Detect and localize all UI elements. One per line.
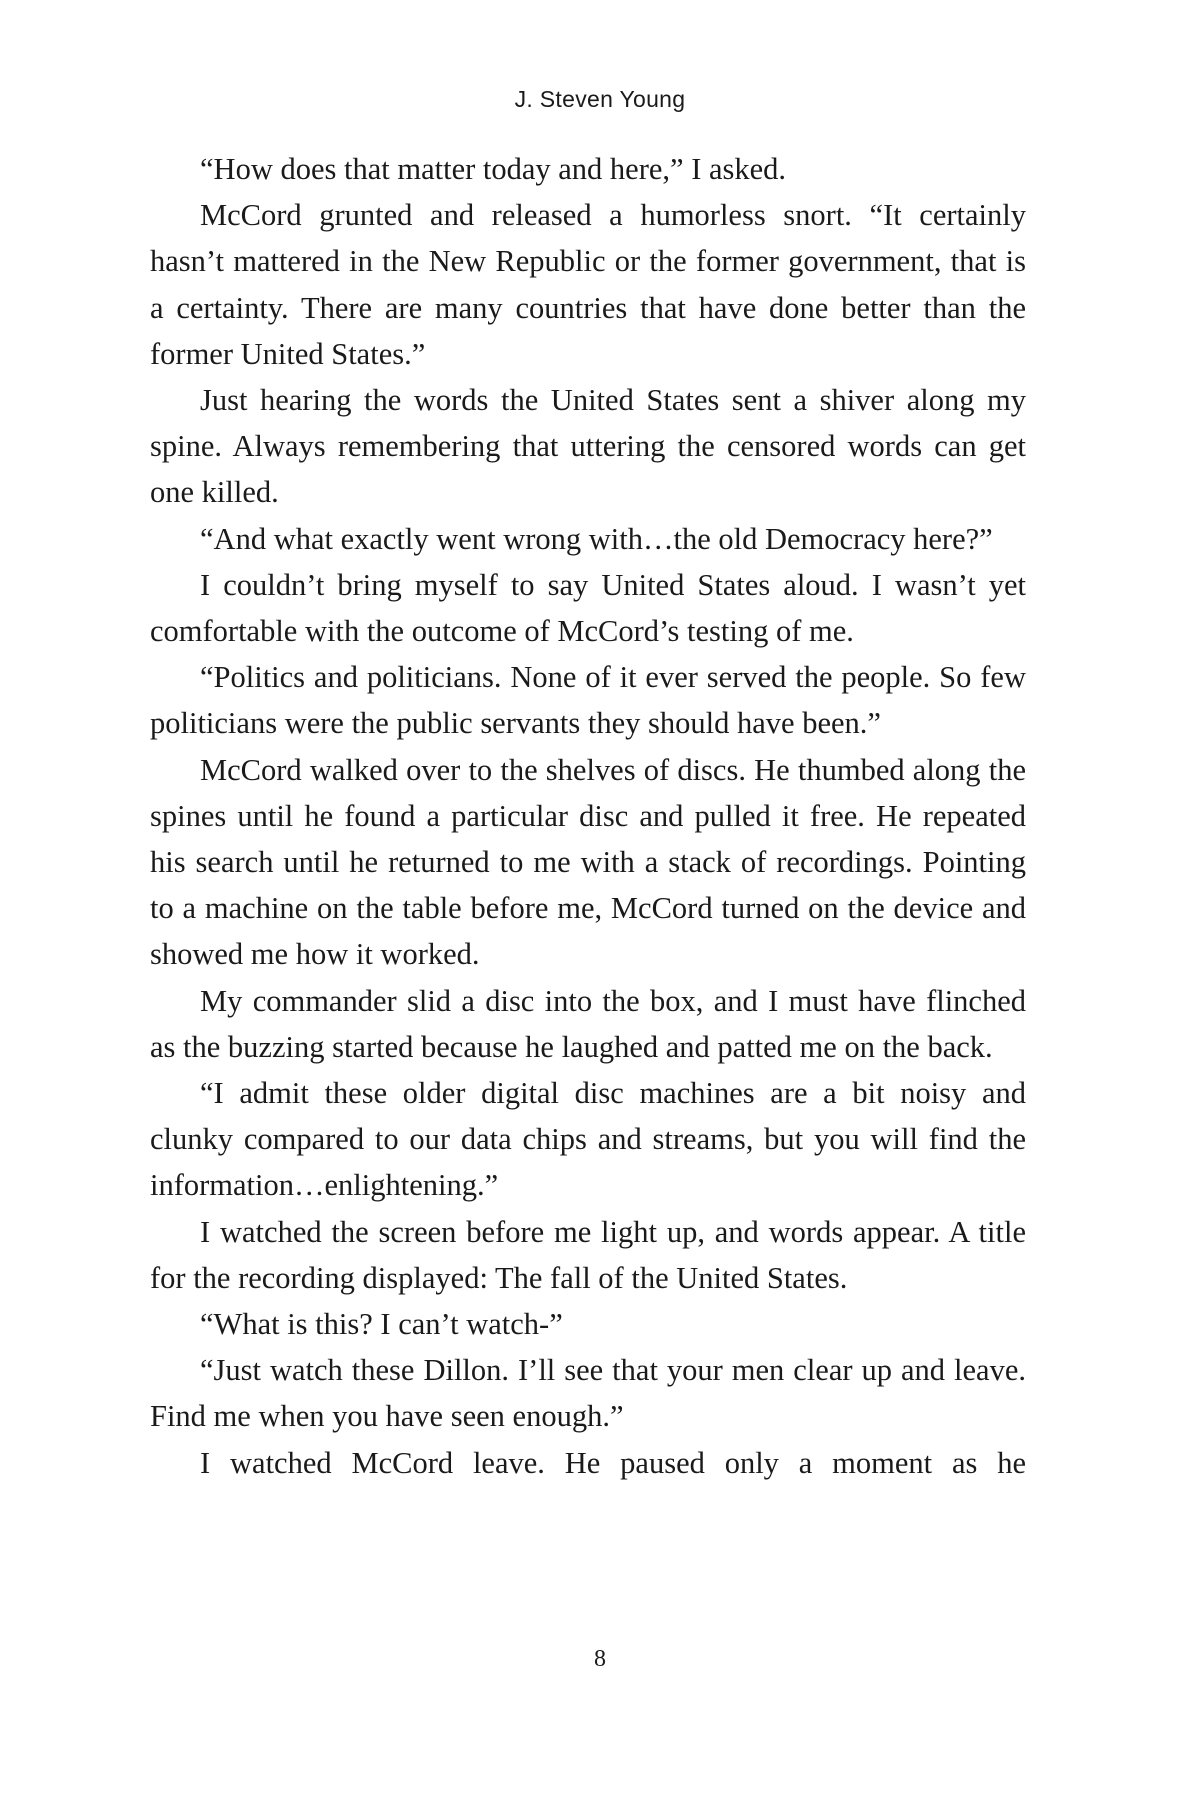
paragraph: “How does that matter today and here,” I asked. (200, 152, 787, 186)
paragraph: McCord walked over to the shelves of discs. He thumbed along the spines until he found a particular disc and pulled it free. He repeated his search until he returned to me with a stack of recordings. Pointing to a machine on the table before me, McCord turned on the device and showed me how it worked. (150, 752, 1026, 972)
paragraph: McCord grunted and released a humorless snort. “It certainly hasn’t mattered in the New Republic or the former government, that is a certainty. There are many countries that have done better than the former United States.” (150, 198, 1026, 371)
paragraph: “Politics and politicians. None of it ever served the people. So few politicians were the public servants they should have been.” (150, 660, 1026, 741)
page-number: 8 (594, 1646, 606, 1672)
body-text (150, 146, 1026, 1486)
paragraph: Just hearing the words the United States sent a shiver along my spine. Always remembering that uttering the censored words can get one killed. (150, 383, 1026, 510)
paragraph: I couldn’t bring myself to say United States aloud. I wasn’t yet comfortable with the outcome of McCord’s testing of me. (150, 567, 1026, 649)
paragraph: “And what exactly went wrong with…the old Democracy here?” (200, 521, 993, 556)
paragraph: “I admit these older digital disc machines are a bit noisy and clunky compared to our data chips and streams, but you will find the information…enlightening.” (150, 1076, 1026, 1203)
paragraph: My commander slid a disc into the box, and I must have flinched as the buzzing started because he laughed and patted me on the back. (150, 983, 1026, 1064)
paragraph: I watched the screen before me light up, and words appear. A title for the recording displayed: The fall of the United States. (150, 1214, 1026, 1295)
paragraph: I watched McCord leave. He paused only a moment as he (200, 1445, 1026, 1480)
paragraph: “What is this? I can’t watch-” (200, 1307, 563, 1342)
running-head-author: J. Steven Young (514, 86, 686, 112)
paragraph: “Just watch these Dillon. I’ll see that your men clear up and leave. Find me when you have seen enough.” (150, 1353, 1026, 1434)
